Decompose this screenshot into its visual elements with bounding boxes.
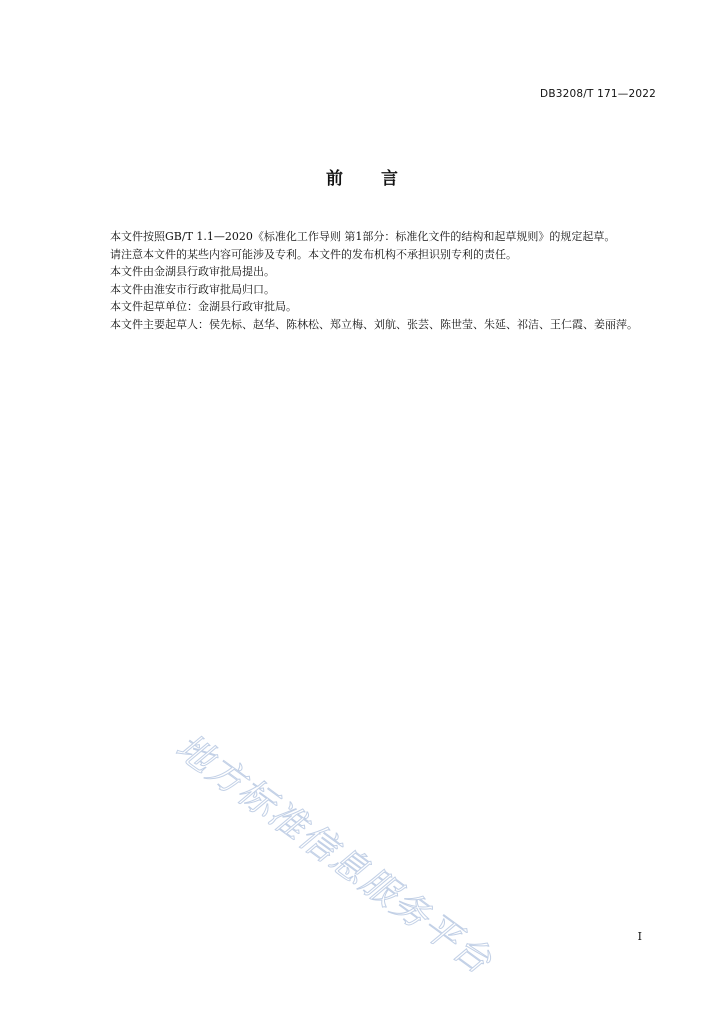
paragraph-drafters: 本文件主要起草人：侯先标、赵华、陈林松、郑立梅、刘航、张芸、陈世莹、朱延、祁洁、王仁霞、姜丽萍。 xyxy=(110,317,638,331)
paragraph-drafting-unit: 本文件起草单位：金湖县行政审批局。 xyxy=(110,300,297,313)
foreword-body xyxy=(88,228,658,333)
paragraph-patent-notice: 请注意本文件的某些内容可能涉及专利。本文件的发布机构不承担识别专利的责任。 xyxy=(110,247,517,261)
document-code: DB3208/T 171—2022 xyxy=(540,88,656,100)
title-char-second: 言 xyxy=(381,169,398,189)
watermark: 地方标准信息服务平台 xyxy=(168,726,500,983)
page-number: I xyxy=(637,930,642,943)
paragraph-proposer: 本文件由金湖县行政审批局提出。 xyxy=(110,265,275,278)
paragraph-administrator: 本文件由淮安市行政审批局归口。 xyxy=(110,282,275,296)
title-char-first: 前 xyxy=(326,169,343,189)
paragraph-drafting-rules: 本文件按照GB/T 1.1—2020《标准化工作导则 第1部分：标准化文件的结构和起草规则》的规定起草。 xyxy=(110,230,616,243)
page-title xyxy=(0,164,724,189)
